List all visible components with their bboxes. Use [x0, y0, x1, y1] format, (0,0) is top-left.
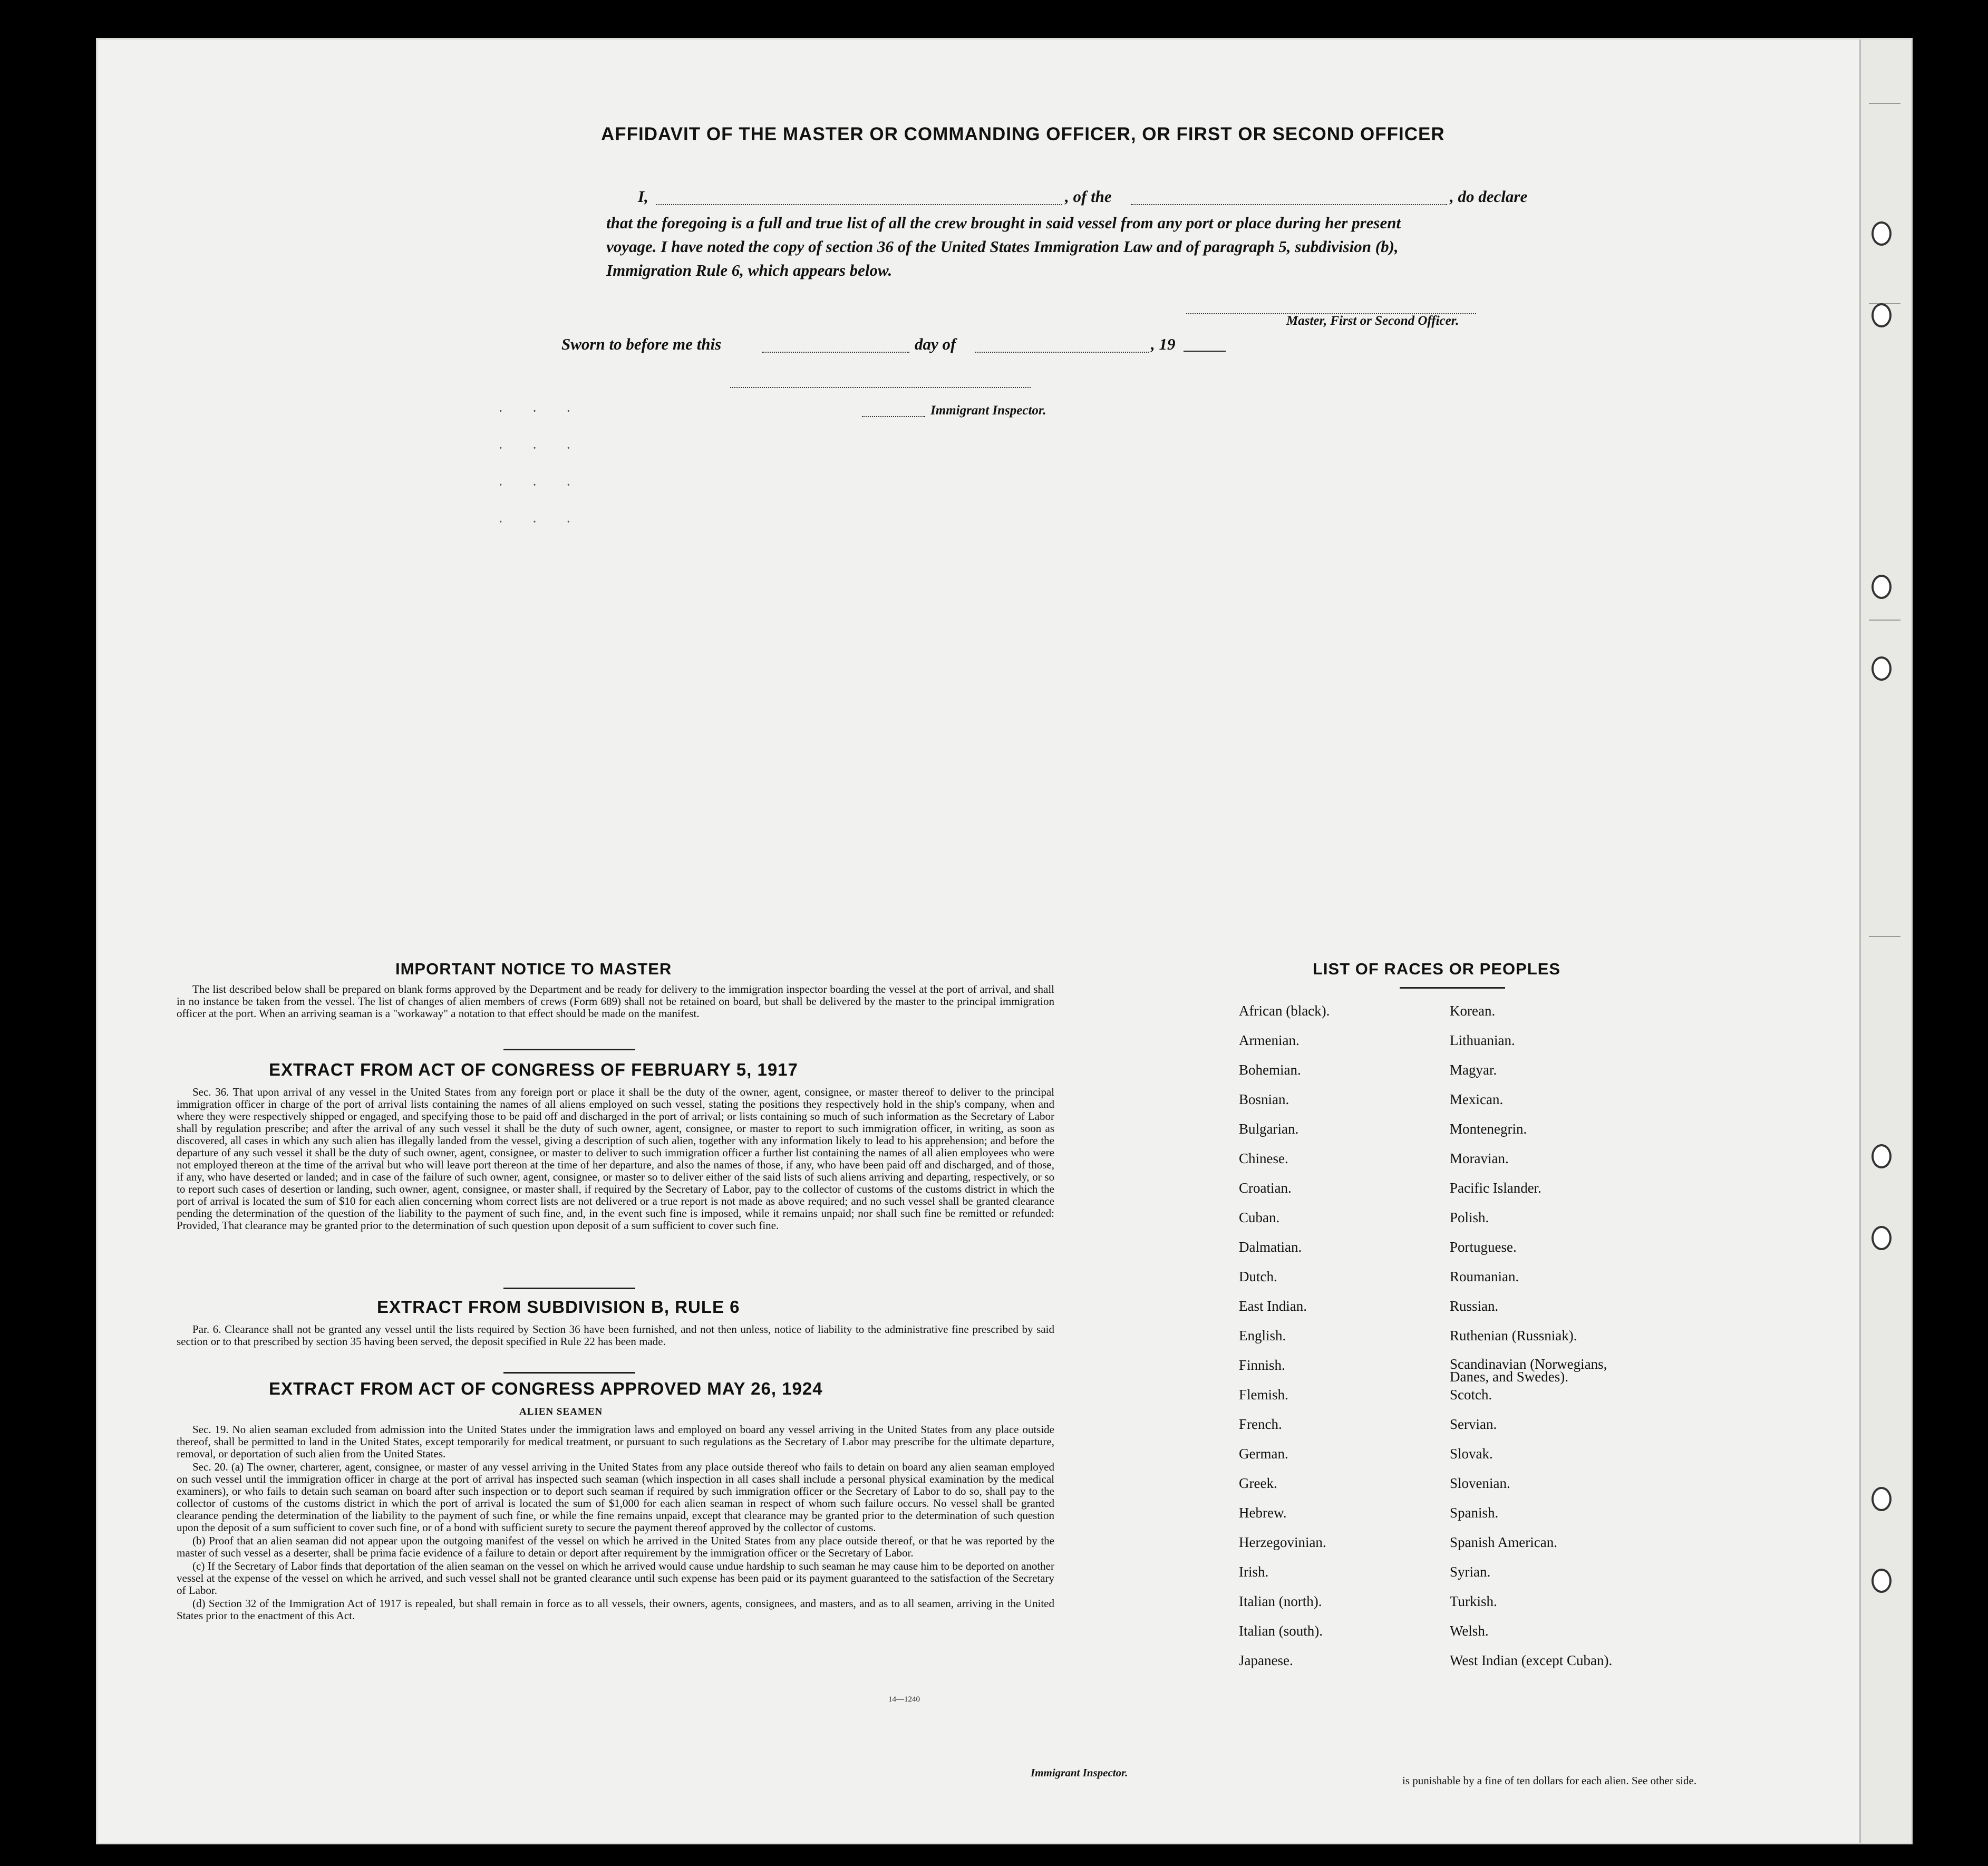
race-item: Ruthenian (Russniak).	[1450, 1328, 1577, 1343]
race-item: Bohemian.	[1239, 1062, 1301, 1078]
race-item: Italian (south).	[1239, 1623, 1323, 1639]
strip-rule	[1869, 103, 1900, 104]
races-title: LIST OF RACES OR PEOPLES	[1313, 960, 1561, 978]
stray-marks: · · ·	[498, 440, 584, 457]
race-item: Polish.	[1450, 1210, 1489, 1225]
race-item: Italian (north).	[1239, 1593, 1322, 1609]
stray-marks: · · ·	[498, 477, 584, 494]
race-item: East Indian.	[1239, 1298, 1307, 1314]
section-divider	[503, 1048, 635, 1050]
statement-line-3: Immigration Rule 6, which appears below.	[606, 261, 893, 279]
document-page	[98, 40, 1911, 1843]
extract-1917-title: EXTRACT FROM ACT OF CONGRESS OF FEBRUARY 5, 1917	[269, 1060, 798, 1079]
race-item: Dalmatian.	[1239, 1239, 1302, 1255]
race-item: Armenian.	[1239, 1032, 1300, 1048]
do-declare-label: , do declare	[1450, 187, 1528, 206]
race-item: Herzegovinian.	[1239, 1534, 1326, 1550]
race-item: West Indian (except Cuban).	[1450, 1652, 1613, 1668]
day-of-label: day of	[915, 335, 956, 353]
race-item: Magyar.	[1450, 1062, 1497, 1078]
race-item: Turkish.	[1450, 1593, 1497, 1609]
notice-title: IMPORTANT NOTICE TO MASTER	[395, 960, 672, 978]
sec-20b-paragraph: (b) Proof that an alien seaman did not appear upon the outgoing manifest of the vessel on which he arrived in the United States from any place outside thereof, or that he was reported by the master of such vessel as a deserter, shall be prima facie evidence of a failure to detain or deport after requirement by the immigration officer or the Secretary of Labor.	[177, 1534, 1054, 1559]
par-6-paragraph: Par. 6. Clearance shall not be granted any vessel until the lists required by Section 36 have been furnished, and not then unless, notice of liability to the administrative fine prescribed by said section or to that prescribed by section 35 having been served, the deposit specified in Rule 22 has been made.	[177, 1323, 1054, 1348]
sec-20d-paragraph: (d) Section 32 of the Immigration Act of 1917 is repealed, but shall remain in force as to all vessels, their owners, agents, consignees, and masters, and as to all seamen, arriving in the United States prior to the enactment of this Act.	[177, 1597, 1054, 1622]
races-title-rule	[1400, 986, 1505, 989]
footer-inspector-label: Immigrant Inspector.	[1031, 1766, 1128, 1779]
affidavit-title: AFFIDAVIT OF THE MASTER OR COMMANDING OFFICER, OR FIRST OR SECOND OFFICER	[601, 124, 1445, 144]
race-item: Bosnian.	[1239, 1091, 1289, 1107]
inspector-signature-line-short	[862, 409, 925, 417]
extract-rule6-title: EXTRACT FROM SUBDIVISION B, RULE 6	[377, 1297, 740, 1317]
extract-rule6-text	[177, 1323, 1054, 1349]
sec-36-paragraph: Sec. 36. That upon arrival of any vessel in the United States from any foreign port or place it shall be the duty of the owner, agent, consignee, or master thereof to deliver to the principal immigration officer in charge of the port of arrival lists containing the names of all aliens employed on such vessel, stating the positions they respectively hold in the ship's company, when and where they were respectively shipped or engaged, and specifying those to be paid off and discharged in the port of arrival; or lists containing so much of such information as the Secretary of Labor shall by regulation prescribe; and after the arrival of any such vessel it shall be the duty of such owner, agent, consignee, or master to report to such immigration officer, in writing, as soon as discovered, all cases in which any such alien has illegally landed from the vessel, giving a description of such alien, together with any information likely to lead to his apprehension; and before the departure of any such vessel it shall be the duty of such owner, agent, consignee, or master to deliver to such immigration officer a further list containing the names of all alien employees who were not employed thereon at the time of the arrival but who will leave port thereon at the time of her departure, and also the names of those, if any, who have been paid off and discharged, and of those, if any, who have deserted or landed; and in case of the failure of such owner, agent, consignee, or master so to deliver either of the said lists of such aliens arriving and departing, respectively, or so to report such cases of desertion or landing, such owner, agent, consignee, or master shall, if required by the Secretary of Labor, pay to the collector of customs of the customs district in which the port of arrival is located the sum of $10 for each alien concerning whom correct lists are not delivered or a true report is not made as above required; and no such vessel shall be granted clearance pending the determination of the question of the liability to the payment of such fine, and, in the event such fine is imposed, while it remains unpaid; nor shall such fine be remitted or refunded: Provided, That clearance may be granted prior to the determination of such question upon deposit of a sum sufficient to cover such fine.	[177, 1086, 1054, 1232]
vessel-fill-line	[1131, 192, 1447, 205]
binder-hole-icon	[1871, 303, 1892, 327]
of-the-label: , of the	[1065, 187, 1112, 206]
affidavit-statement	[559, 187, 1645, 335]
month-fill-line	[975, 340, 1149, 353]
form-number: 14—1240	[888, 1695, 920, 1704]
race-item: Scandinavian (Norwegians, Danes, and Swedes).	[1450, 1356, 1607, 1385]
i-label: I,	[638, 187, 648, 206]
race-item: Greek.	[1239, 1475, 1277, 1491]
race-item: Flemish.	[1239, 1387, 1288, 1403]
extract-1924-title: EXTRACT FROM ACT OF CONGRESS APPROVED MAY 26, 1924	[269, 1379, 823, 1398]
race-item: Croatian.	[1239, 1180, 1292, 1196]
day-fill-line	[762, 340, 909, 353]
race-item: African (black).	[1239, 1003, 1330, 1019]
year-fill-line	[1184, 345, 1226, 352]
binder-hole-icon	[1871, 1487, 1892, 1511]
sworn-label: Sworn to before me this	[561, 335, 722, 353]
stray-marks: · · ·	[498, 403, 584, 420]
section-divider	[503, 1371, 635, 1374]
extract-1924-subtitle: ALIEN SEAMEN	[519, 1406, 603, 1417]
race-item: Syrian.	[1450, 1564, 1491, 1580]
notice-paragraph: The list described below shall be prepared on blank forms approved by the Department and be ready for delivery to the immigration inspector boarding the vessel at the port of arrival, and shall in no instance be taken from the vessel. The list of changes of alien members of crews (Form 689) shall not be retained on board, but shall be delivered by the master to the principal immigration officer at the port. When an arriving seaman is a "workaway" a notation to that effect should be made on the manifest.	[177, 983, 1054, 1020]
strip-rule	[1869, 620, 1900, 621]
race-item: Bulgarian.	[1239, 1121, 1299, 1137]
race-item: Irish.	[1239, 1564, 1269, 1580]
year-prefix-label: , 19	[1151, 335, 1176, 353]
race-item: Servian.	[1450, 1416, 1497, 1432]
race-item: Pacific Islander.	[1450, 1180, 1541, 1196]
race-item: Lithuanian.	[1450, 1032, 1515, 1048]
races-left-column	[1239, 1003, 1330, 1683]
sec-19-paragraph: Sec. 19. No alien seaman excluded from admission into the United States under the immigration laws and employed on board any vessel arriving in the United States from any place outside thereof, shall be permitted to land in the United States, except temporarily for medical treatment, or pursuant to such regulations as the Secretary of Labor may prescribe for the ultimate departure, removal, or deportation of such alien from the United States.	[177, 1423, 1054, 1460]
inspector-signature-line	[730, 380, 1031, 388]
race-item: Slovak.	[1450, 1446, 1493, 1462]
race-item: French.	[1239, 1416, 1282, 1432]
statement-line-2: voyage. I have noted the copy of section 36 of the United States Immigration Law and of paragraph 5, subdivision (b),	[606, 237, 1399, 256]
race-item: Scotch.	[1450, 1387, 1492, 1403]
race-item: Russian.	[1450, 1298, 1499, 1314]
section-divider	[503, 1287, 635, 1289]
race-item: Spanish.	[1450, 1505, 1499, 1521]
race-item: Cuban.	[1239, 1210, 1280, 1225]
inspector-label: Immigrant Inspector.	[930, 403, 1046, 418]
race-item: Montenegrin.	[1450, 1121, 1527, 1137]
race-item: Slovenian.	[1450, 1475, 1510, 1491]
race-item: Korean.	[1450, 1003, 1496, 1019]
race-item: Roumanian.	[1450, 1269, 1519, 1284]
races-right-column	[1450, 1003, 1640, 1683]
binder-hole-icon	[1871, 656, 1892, 681]
sworn-statement	[561, 335, 1352, 356]
race-item: Spanish American.	[1450, 1534, 1557, 1550]
race-item: Finnish.	[1239, 1357, 1285, 1373]
race-item: Portuguese.	[1450, 1239, 1517, 1255]
race-item: Welsh.	[1450, 1623, 1489, 1639]
race-item: Mexican.	[1450, 1091, 1504, 1107]
race-item: Japanese.	[1239, 1652, 1293, 1668]
race-item: Chinese.	[1239, 1150, 1288, 1166]
binder-hole-icon	[1871, 1569, 1892, 1593]
race-item: English.	[1239, 1328, 1286, 1343]
race-item: Hebrew.	[1239, 1505, 1287, 1521]
master-signature-label: Master, First or Second Officer.	[1286, 314, 1459, 328]
binder-hole-icon	[1871, 575, 1892, 599]
sec-20c-paragraph: (c) If the Secretary of Labor finds that deportation of the alien seaman on the vessel on which he arrived would cause undue hardship to such seaman he may cause him to be deported on another vessel at the expense of the vessel on which he arrived, and such vessel shall not be granted clearance until such expense has been paid or its payment guaranteed to the satisfaction of the Secretary of Labor.	[177, 1560, 1054, 1597]
race-item: Moravian.	[1450, 1150, 1509, 1166]
sec-20a-paragraph: Sec. 20. (a) The owner, charterer, agent, consignee, or master of any vessel arriving in the United States from any place outside thereof who fails to detain on board any alien seaman employed on such vessel until the immigration officer in charge at the port of arrival has inspected such seaman (which inspection in all cases shall include a personal physical examination by the medical examiners), or who fails to detain such seaman on board after such inspection or to deport such seaman if required by such immigration officer or the Secretary of Labor to do so, shall pay to the collector of customs of the customs district in which the port of arrival is located the sum of $1,000 for each alien seaman in respect of whom such failure occurs. No vessel shall be granted clearance pending the determination of the liability to the payment of such fine, or while the fine remains unpaid, except that clearance may be granted prior to the determination of such question upon the deposit of a sum sufficient to cover such fine, or of a bond with sufficient surety to secure the payment thereof approved by the collector of customs.	[177, 1461, 1054, 1534]
stray-marks: · · ·	[498, 514, 584, 530]
race-item: German.	[1239, 1446, 1288, 1462]
races-list	[1239, 1003, 1766, 1694]
master-signature-line	[1186, 306, 1476, 314]
extract-1917-text	[177, 1086, 1054, 1233]
race-item: Dutch.	[1239, 1269, 1277, 1284]
strip-rule	[1869, 936, 1900, 937]
statement-line-1: that the foregoing is a full and true list of all the crew brought in said vessel from any port or place during her present	[606, 214, 1401, 232]
footer-penalty-text: is punishable by a fine of ten dollars for each alien. See other side.	[1402, 1774, 1697, 1787]
binder-hole-icon	[1871, 1144, 1892, 1168]
binder-hole-icon	[1871, 221, 1892, 246]
name-fill-line	[656, 192, 1062, 205]
extract-1924-text	[177, 1424, 1054, 1623]
binder-hole-icon	[1871, 1226, 1892, 1250]
notice-text	[177, 983, 1054, 1021]
